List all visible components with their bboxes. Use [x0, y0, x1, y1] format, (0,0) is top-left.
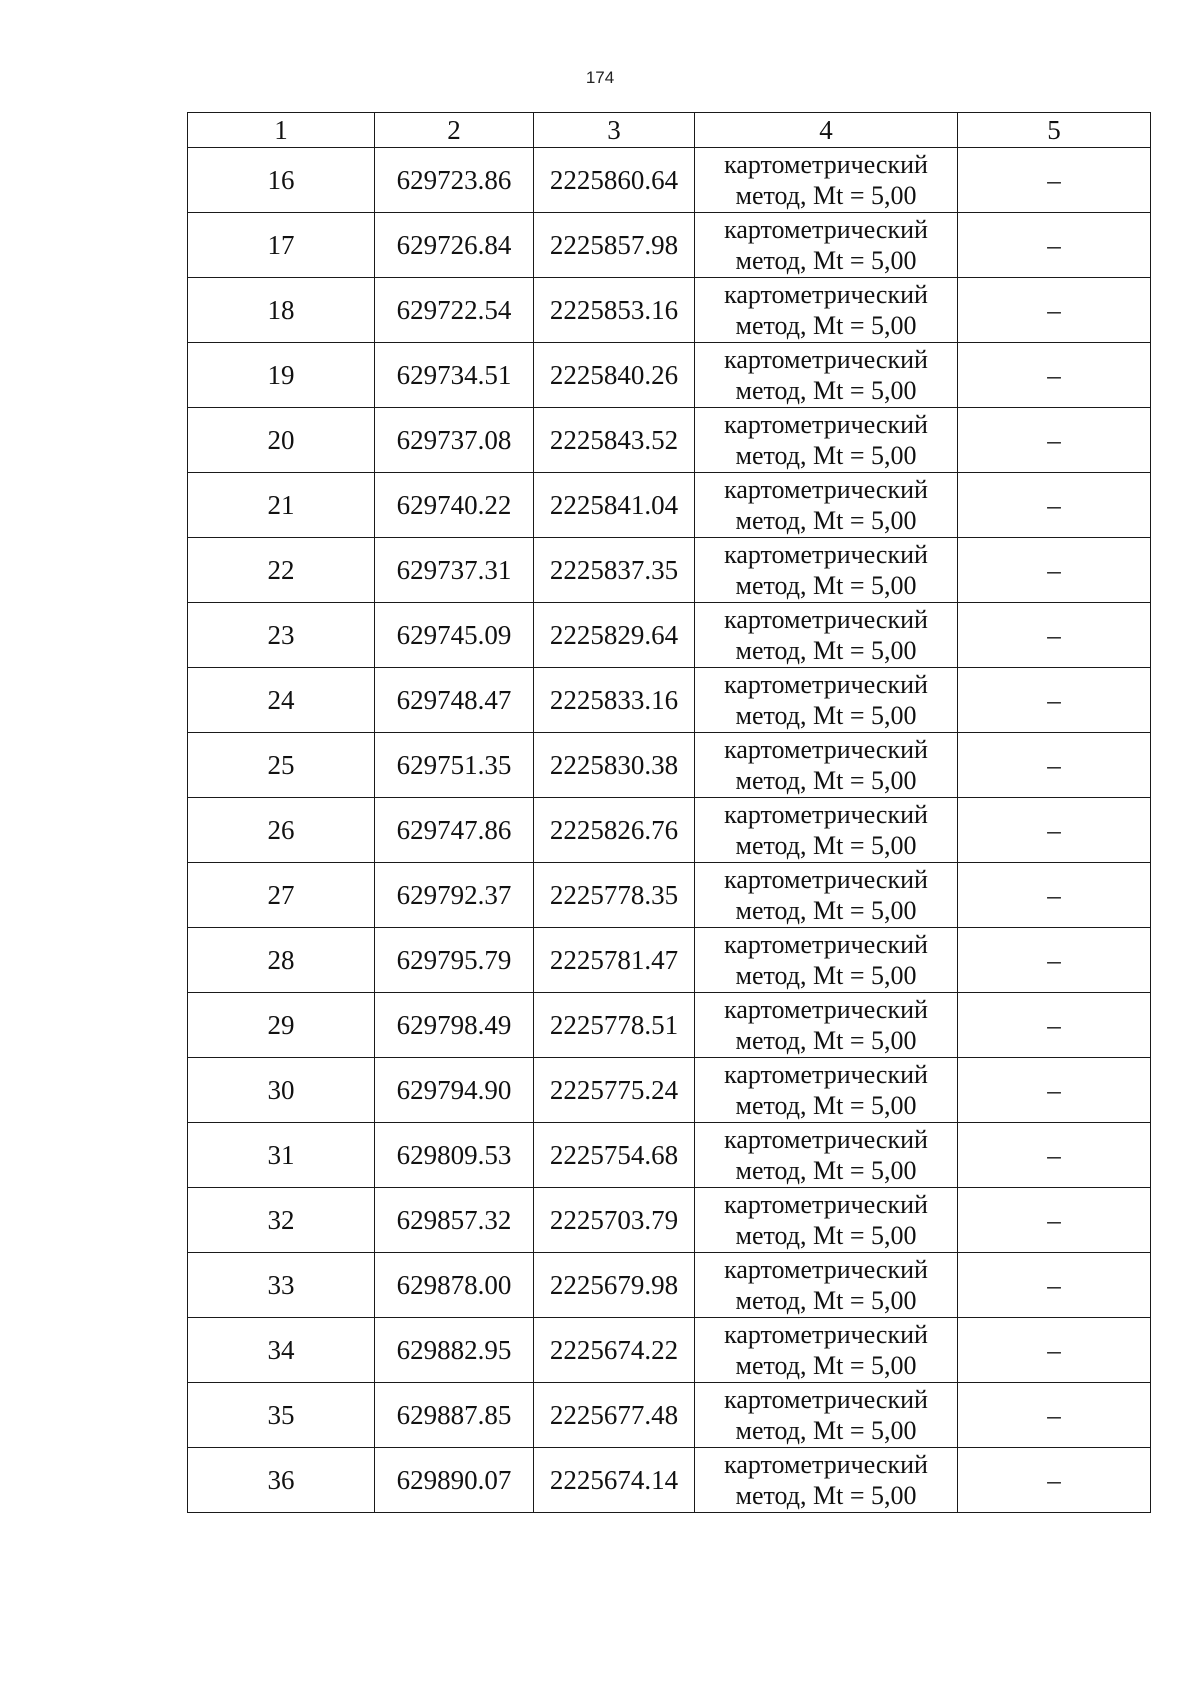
note-cell: – [958, 213, 1151, 278]
method-line-1: картометрический [724, 540, 928, 569]
y-coordinate-cell: 2225853.16 [534, 278, 695, 343]
method-line-1: картометрический [724, 410, 928, 439]
method-line-1: картометрический [724, 1190, 928, 1219]
note-cell: – [958, 863, 1151, 928]
x-coordinate-cell: 629887.85 [375, 1383, 534, 1448]
method-line-1: картометрический [724, 735, 928, 764]
table-row [188, 798, 1151, 863]
table-row [188, 928, 1151, 993]
table-row [188, 278, 1151, 343]
x-coordinate-cell: 629737.31 [375, 538, 534, 603]
page-number: 174 [585, 68, 615, 87]
method-line-1: картометрический [724, 1125, 928, 1154]
y-coordinate-cell: 2225860.64 [534, 148, 695, 213]
x-coordinate-cell: 629857.32 [375, 1188, 534, 1253]
x-coordinate-cell: 629737.08 [375, 408, 534, 473]
method-line-2: метод, Mt = 5,00 [735, 896, 917, 925]
point-number-cell: 17 [188, 213, 375, 278]
note-cell: – [958, 1253, 1151, 1318]
table-row [188, 148, 1151, 213]
method-cell [695, 538, 958, 603]
method-cell [695, 473, 958, 538]
method-line-2: метод, Mt = 5,00 [735, 246, 917, 275]
method-cell [695, 1383, 958, 1448]
note-cell: – [958, 798, 1151, 863]
y-coordinate-cell: 2225857.98 [534, 213, 695, 278]
y-coordinate-cell: 2225703.79 [534, 1188, 695, 1253]
method-line-1: картометрический [724, 1385, 928, 1414]
method-cell [695, 1058, 958, 1123]
table-row [188, 408, 1151, 473]
point-number-cell: 20 [188, 408, 375, 473]
method-line-2: метод, Mt = 5,00 [735, 506, 917, 535]
note-cell: – [958, 1318, 1151, 1383]
method-line-2: метод, Mt = 5,00 [735, 1351, 917, 1380]
method-line-1: картометрический [724, 280, 928, 309]
point-number-cell: 18 [188, 278, 375, 343]
x-coordinate-cell: 629726.84 [375, 213, 534, 278]
method-line-1: картометрический [724, 150, 928, 179]
method-cell [695, 1448, 958, 1513]
y-coordinate-cell: 2225841.04 [534, 473, 695, 538]
method-line-1: картометрический [724, 995, 928, 1024]
table-row [188, 863, 1151, 928]
x-coordinate-cell: 629794.90 [375, 1058, 534, 1123]
x-coordinate-cell: 629878.00 [375, 1253, 534, 1318]
point-number-cell: 33 [188, 1253, 375, 1318]
note-cell: – [958, 993, 1151, 1058]
table-header [188, 113, 1151, 148]
method-line-2: метод, Mt = 5,00 [735, 1416, 917, 1445]
note-cell: – [958, 278, 1151, 343]
header-cell-4: 4 [695, 113, 958, 148]
method-line-1: картометрический [724, 1450, 928, 1479]
x-coordinate-cell: 629882.95 [375, 1318, 534, 1383]
method-cell [695, 213, 958, 278]
point-number-cell: 30 [188, 1058, 375, 1123]
point-number-cell: 24 [188, 668, 375, 733]
point-number-cell: 22 [188, 538, 375, 603]
method-line-2: метод, Mt = 5,00 [735, 571, 917, 600]
table-row [188, 213, 1151, 278]
note-cell: – [958, 538, 1151, 603]
method-line-2: метод, Mt = 5,00 [735, 766, 917, 795]
method-line-1: картометрический [724, 345, 928, 374]
point-number-cell: 36 [188, 1448, 375, 1513]
table-row [188, 473, 1151, 538]
method-cell [695, 1123, 958, 1188]
method-cell [695, 863, 958, 928]
x-coordinate-cell: 629723.86 [375, 148, 534, 213]
method-line-2: метод, Mt = 5,00 [735, 636, 917, 665]
x-coordinate-cell: 629722.54 [375, 278, 534, 343]
method-cell [695, 1188, 958, 1253]
point-number-cell: 21 [188, 473, 375, 538]
method-line-1: картометрический [724, 605, 928, 634]
note-cell: – [958, 1188, 1151, 1253]
method-cell [695, 993, 958, 1058]
method-line-1: картометрический [724, 475, 928, 504]
note-cell: – [958, 603, 1151, 668]
header-cell-5: 5 [958, 113, 1151, 148]
method-line-2: метод, Mt = 5,00 [735, 1481, 917, 1510]
method-line-1: картометрический [724, 930, 928, 959]
point-number-cell: 34 [188, 1318, 375, 1383]
y-coordinate-cell: 2225781.47 [534, 928, 695, 993]
header-cell-2: 2 [375, 113, 534, 148]
header-cell-3: 3 [534, 113, 695, 148]
y-coordinate-cell: 2225775.24 [534, 1058, 695, 1123]
header-row [188, 113, 1151, 148]
y-coordinate-cell: 2225778.51 [534, 993, 695, 1058]
point-number-cell: 31 [188, 1123, 375, 1188]
table-row [188, 1058, 1151, 1123]
method-line-2: метод, Mt = 5,00 [735, 831, 917, 860]
method-line-1: картометрический [724, 215, 928, 244]
method-cell [695, 928, 958, 993]
note-cell: – [958, 1123, 1151, 1188]
x-coordinate-cell: 629734.51 [375, 343, 534, 408]
point-number-cell: 27 [188, 863, 375, 928]
method-line-2: метод, Mt = 5,00 [735, 311, 917, 340]
x-coordinate-cell: 629751.35 [375, 733, 534, 798]
x-coordinate-cell: 629809.53 [375, 1123, 534, 1188]
point-number-cell: 32 [188, 1188, 375, 1253]
coordinates-table [187, 112, 1151, 1513]
method-line-2: метод, Mt = 5,00 [735, 1156, 917, 1185]
note-cell: – [958, 1383, 1151, 1448]
note-cell: – [958, 473, 1151, 538]
x-coordinate-cell: 629890.07 [375, 1448, 534, 1513]
method-cell [695, 1318, 958, 1383]
y-coordinate-cell: 2225840.26 [534, 343, 695, 408]
method-cell [695, 343, 958, 408]
method-line-2: метод, Mt = 5,00 [735, 1221, 917, 1250]
point-number-cell: 19 [188, 343, 375, 408]
method-line-2: метод, Mt = 5,00 [735, 376, 917, 405]
method-line-2: метод, Mt = 5,00 [735, 441, 917, 470]
y-coordinate-cell: 2225674.14 [534, 1448, 695, 1513]
method-cell [695, 408, 958, 473]
method-line-2: метод, Mt = 5,00 [735, 181, 917, 210]
method-cell [695, 148, 958, 213]
y-coordinate-cell: 2225754.68 [534, 1123, 695, 1188]
table-row [188, 1318, 1151, 1383]
table-row [188, 1123, 1151, 1188]
table-row [188, 668, 1151, 733]
method-line-2: метод, Mt = 5,00 [735, 1091, 917, 1120]
x-coordinate-cell: 629745.09 [375, 603, 534, 668]
method-line-2: метод, Mt = 5,00 [735, 961, 917, 990]
note-cell: – [958, 668, 1151, 733]
y-coordinate-cell: 2225826.76 [534, 798, 695, 863]
point-number-cell: 28 [188, 928, 375, 993]
y-coordinate-cell: 2225679.98 [534, 1253, 695, 1318]
point-number-cell: 26 [188, 798, 375, 863]
y-coordinate-cell: 2225833.16 [534, 668, 695, 733]
y-coordinate-cell: 2225677.48 [534, 1383, 695, 1448]
table-row [188, 1448, 1151, 1513]
note-cell: – [958, 148, 1151, 213]
method-line-2: метод, Mt = 5,00 [735, 701, 917, 730]
method-line-1: картометрический [724, 800, 928, 829]
method-line-1: картометрический [724, 865, 928, 894]
method-cell [695, 1253, 958, 1318]
table-row [188, 1383, 1151, 1448]
note-cell: – [958, 928, 1151, 993]
table-row [188, 538, 1151, 603]
note-cell: – [958, 408, 1151, 473]
y-coordinate-cell: 2225843.52 [534, 408, 695, 473]
method-line-1: картометрический [724, 1320, 928, 1349]
table-row [188, 993, 1151, 1058]
x-coordinate-cell: 629740.22 [375, 473, 534, 538]
point-number-cell: 16 [188, 148, 375, 213]
note-cell: – [958, 1058, 1151, 1123]
method-cell [695, 798, 958, 863]
y-coordinate-cell: 2225829.64 [534, 603, 695, 668]
note-cell: – [958, 343, 1151, 408]
y-coordinate-cell: 2225830.38 [534, 733, 695, 798]
method-cell [695, 733, 958, 798]
method-line-1: картометрический [724, 1060, 928, 1089]
method-line-2: метод, Mt = 5,00 [735, 1286, 917, 1315]
table-row [188, 1188, 1151, 1253]
table-body [188, 148, 1151, 1513]
x-coordinate-cell: 629747.86 [375, 798, 534, 863]
y-coordinate-cell: 2225674.22 [534, 1318, 695, 1383]
table-row [188, 733, 1151, 798]
point-number-cell: 25 [188, 733, 375, 798]
table-row [188, 343, 1151, 408]
point-number-cell: 29 [188, 993, 375, 1058]
point-number-cell: 35 [188, 1383, 375, 1448]
method-line-1: картометрический [724, 670, 928, 699]
x-coordinate-cell: 629798.49 [375, 993, 534, 1058]
table-row [188, 603, 1151, 668]
method-line-1: картометрический [724, 1255, 928, 1284]
x-coordinate-cell: 629792.37 [375, 863, 534, 928]
y-coordinate-cell: 2225778.35 [534, 863, 695, 928]
x-coordinate-cell: 629795.79 [375, 928, 534, 993]
x-coordinate-cell: 629748.47 [375, 668, 534, 733]
method-cell [695, 668, 958, 733]
y-coordinate-cell: 2225837.35 [534, 538, 695, 603]
note-cell: – [958, 1448, 1151, 1513]
method-cell [695, 278, 958, 343]
point-number-cell: 23 [188, 603, 375, 668]
note-cell: – [958, 733, 1151, 798]
method-cell [695, 603, 958, 668]
table-row [188, 1253, 1151, 1318]
method-line-2: метод, Mt = 5,00 [735, 1026, 917, 1055]
header-cell-1: 1 [188, 113, 375, 148]
